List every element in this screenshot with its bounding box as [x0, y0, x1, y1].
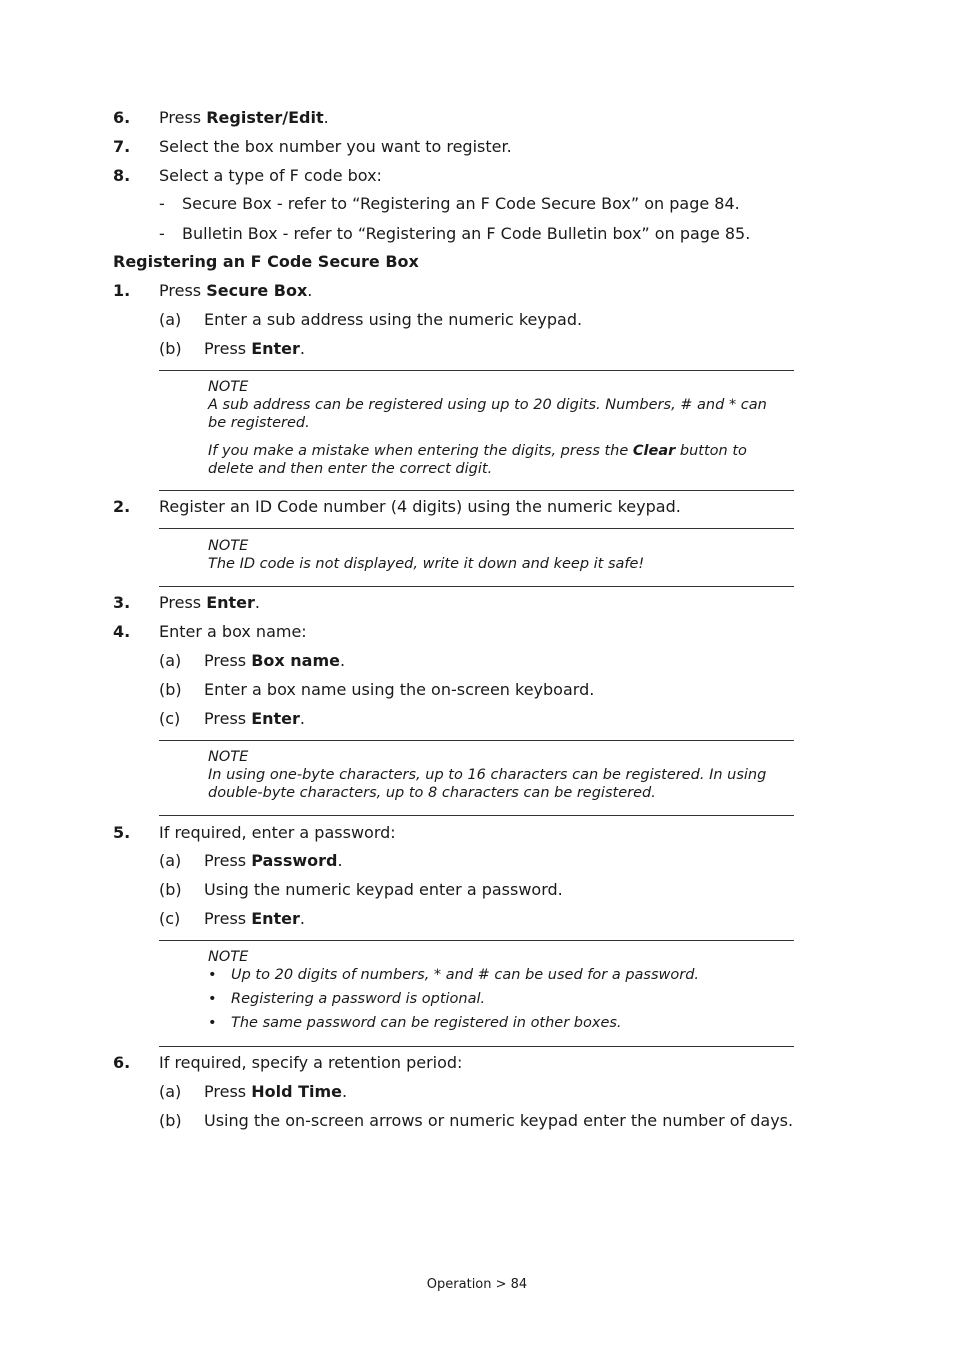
step-text: Select a type of F code box:: [159, 166, 382, 185]
note-label-block: [208, 948, 778, 966]
step-number: 1.: [113, 281, 131, 300]
bullet-icon: •: [208, 967, 217, 983]
note-block: [208, 748, 778, 802]
bullet-icon: •: [208, 1015, 217, 1031]
step-text: If required, specify a retention period:: [159, 1053, 463, 1072]
note-bottom-rule: [159, 815, 794, 816]
step-text: Enter a box name:: [159, 622, 307, 641]
step-number: 2.: [113, 497, 131, 516]
step-text: Register an ID Code number (4 digits) using the numeric keypad.: [159, 497, 681, 516]
step-text: Press Secure Box.: [159, 281, 313, 300]
step-number: 5.: [113, 823, 131, 842]
note-block: [208, 378, 778, 478]
step-number: 8.: [113, 166, 131, 185]
step-number: 7.: [113, 137, 131, 156]
page-footer: Operation > 84: [426, 1277, 528, 1292]
dash-item-text: Bulletin Box - refer to “Registering an F Code Bulletin box” on page 85.: [182, 224, 751, 243]
step-text: Press Register/Edit.: [159, 108, 329, 127]
note-text: The ID code is not displayed, write it down and keep it safe!: [208, 556, 645, 572]
note-label: NOTE: [208, 949, 249, 965]
step-number: 4.: [113, 622, 131, 641]
dash-item-text: Secure Box - refer to “Registering an F Code Secure Box” on page 84.: [182, 194, 740, 213]
note-label: NOTE: [208, 379, 249, 395]
bullet-icon: •: [208, 991, 217, 1007]
step-number: 6.: [113, 1053, 131, 1072]
note-top-rule: [159, 740, 794, 741]
step-text: If required, enter a password:: [159, 823, 396, 842]
step-number: 3.: [113, 593, 131, 612]
step-number: 6.: [113, 108, 131, 127]
note-label: NOTE: [208, 538, 249, 554]
section-heading: Registering an F Code Secure Box: [113, 252, 419, 271]
step-text: Select the box number you want to register.: [159, 137, 512, 156]
note-bottom-rule: [159, 490, 794, 491]
note-top-rule: [159, 940, 794, 941]
note-top-rule: [159, 528, 794, 529]
note-text: A sub address can be registered using up to 20 digits. Numbers, # and * can be registered.: [208, 397, 767, 431]
step-text: Press Enter.: [159, 593, 261, 612]
note-text: In using one-byte characters, up to 16 characters can be registered. In using double-byte characters, up to 8 characters can be registered.: [208, 767, 767, 801]
note-bottom-rule: [159, 1046, 794, 1047]
note-bottom-rule: [159, 586, 794, 587]
note-text: If you make a mistake when entering the digits, press the Clear button to delete and then enter the correct digit.: [208, 443, 747, 477]
note-top-rule: [159, 370, 794, 371]
note-label: NOTE: [208, 749, 249, 765]
document-page: 6. Press Register/Edit. 7. Select the box number you want to register. 8. Select a type of F code box: - Secure Box - refer to “Registering an F Code Secure Box” on page 84. - Bulletin Box - refer to “Registering an F Code Bulletin box” on page 85. Registering an F Code Secure Box 1. Press Secure Box. (a) Enter a sub address using the numeric keypad. (b) Press Enter. NOTE A sub address can be registered using up to 20 digits. Numbers, # and * can be registered. If you make a mistake when entering the digits, press the Clear button to delete and then enter the correct digit. 2. Register an ID Code number (4 digits) using the numeric keypad. NOTE The ID code is not displayed, write it down and keep it safe! 3. Press Enter. 4. Enter a box name: (a) Press Box name. (b) Enter a box name using the on-screen keyboard. (c) Press Enter. NOTE In using one-byte characters, up to 16 characters can be registered. In using double-byte characters, up to 8 characters can be registered. 5. If required, enter a password: (a) Press Password. (b) Using the numeric keypad enter a password. (c) Press Enter. NOTE • Up to 20 digits of numbers, * and # can be used for a password. • Registering a password is optional. • The same password can be registered in other boxes. 6. If required, specify a retention period: (a) Press Hold Time. (b) Using the on-screen arrows or numeric keypad enter the number of days. Operation > 84: [0, 0, 954, 1350]
note-block: [208, 537, 778, 573]
